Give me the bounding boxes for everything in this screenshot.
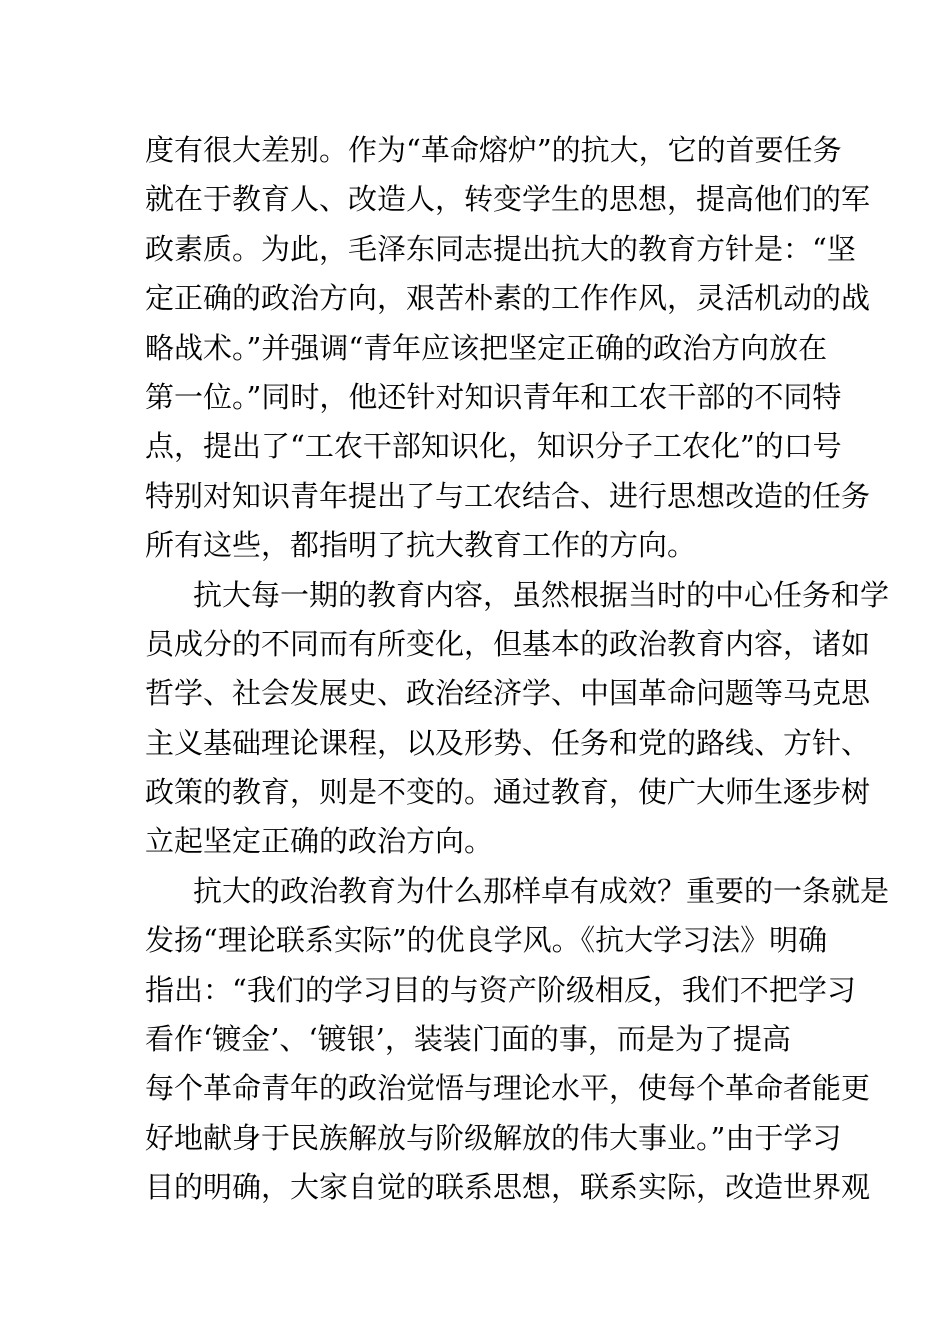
paragraph (145, 126, 871, 571)
text-line: 政策的教育，则是不变的。通过教育，使广大师生逐步树 (145, 775, 871, 810)
text-line: 政素质。为此，毛泽东同志提出抗大的教育方针是：“坚 (145, 231, 856, 266)
text-line: 定正确的政治方向，艰苦朴素的工作作风，灵活机动的战 (145, 281, 871, 316)
text-line: 所有这些，都指明了抗大教育工作的方向。 (145, 528, 697, 563)
text-line: 抗大的政治教育为什么那样卓有成效？重要的一条就是 (193, 873, 890, 908)
paragraph (145, 867, 890, 1213)
text-line: 就在于教育人、改造人，转变学生的思想，提高他们的军 (145, 182, 871, 217)
text-line: 每个革命青年的政治觉悟与理论水平，使每个革命者能更 (145, 1071, 871, 1106)
text-line: 好地献身于民族解放与阶级解放的伟大事业。”由于学习 (145, 1120, 842, 1155)
text-line: 立起坚定正确的政治方向。 (145, 824, 494, 859)
text-line: 特别对知识青年提出了与工农结合、进行思想改造的任务 (145, 478, 871, 513)
text-line: 目的明确，大家自觉的联系思想，联系实际，改造世界观 (145, 1170, 871, 1205)
text-line: 员成分的不同而有所变化，但基本的政治教育内容，诸如 (145, 626, 871, 661)
text-line: 略战术。”并强调“青年应该把坚定正确的政治方向放在 (145, 330, 828, 365)
text-line: 看作‘镀金’、‘镀银’，装装门面的事，而是为了提高 (145, 1022, 791, 1057)
text-line: 点，提出了“工农干部知识化，知识分子工农化”的口号 (145, 429, 842, 464)
text-line: 主义基础理论课程，以及形势、任务和党的路线、方针、 (145, 725, 871, 760)
text-line: 抗大每一期的教育内容，虽然根据当时的中心任务和学 (193, 577, 890, 612)
paragraph (145, 571, 890, 867)
document-body (145, 126, 890, 1213)
text-line: 指出：“我们的学习目的与资产阶级相反，我们不把学习 (145, 972, 856, 1007)
text-line: 度有很大差别。作为“革命熔炉”的抗大，它的首要任务 (145, 133, 842, 167)
text-line: 发扬“理论联系实际”的优良学风。《抗大学习法》明确 (145, 923, 828, 958)
text-line: 第一位。”同时，他还针对知识青年和工农干部的不同特 (145, 379, 842, 414)
text-line: 哲学、社会发展史、政治经济学、中国革命问题等马克思 (145, 676, 871, 711)
